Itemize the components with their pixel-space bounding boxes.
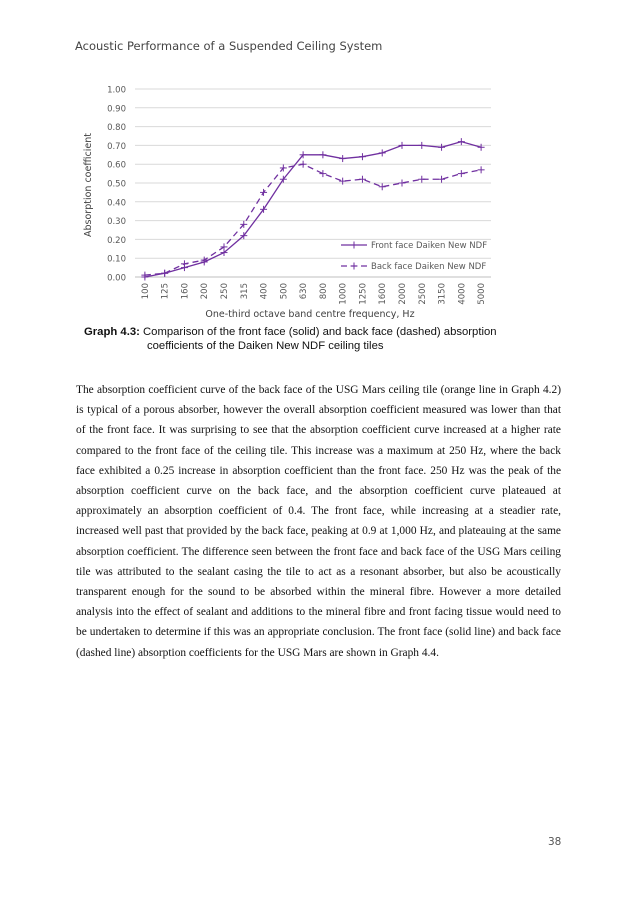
data-point bbox=[418, 142, 425, 149]
data-point bbox=[438, 176, 445, 183]
data-point bbox=[300, 161, 307, 168]
caption-text-line1: Comparison of the front face (solid) and back face (dashed) absorption bbox=[143, 326, 497, 338]
y-tick-label: 0.70 bbox=[107, 141, 126, 152]
y-axis-label: Absorption coefficient bbox=[83, 133, 94, 237]
data-point bbox=[339, 178, 346, 185]
legend-entry bbox=[341, 262, 486, 272]
x-tick-label: 1000 bbox=[338, 283, 349, 305]
data-point bbox=[359, 176, 366, 183]
x-tick-label: 1250 bbox=[358, 283, 369, 305]
x-tick-label: 400 bbox=[259, 283, 270, 300]
data-point bbox=[438, 144, 445, 151]
caption-label: Graph 4.3: bbox=[84, 326, 140, 338]
data-point bbox=[399, 180, 406, 187]
data-point bbox=[221, 243, 228, 250]
caption-text-line2: coefficients of the Daiken New NDF ceiling tiles bbox=[147, 340, 384, 352]
figure-caption bbox=[84, 325, 544, 353]
data-point bbox=[161, 270, 168, 277]
x-tick-label: 125 bbox=[160, 283, 171, 300]
x-tick-label: 100 bbox=[140, 283, 151, 300]
data-point bbox=[379, 149, 386, 156]
y-tick-label: 0.80 bbox=[107, 123, 126, 134]
chart-series bbox=[141, 138, 487, 280]
legend-entry bbox=[341, 241, 487, 251]
y-tick-label: 0.60 bbox=[107, 160, 126, 171]
data-point bbox=[478, 144, 485, 151]
x-tick-label: 1600 bbox=[378, 283, 389, 305]
data-point bbox=[379, 183, 386, 190]
y-tick-label: 1.00 bbox=[107, 85, 126, 96]
data-point bbox=[359, 153, 366, 160]
x-tick-label: 2000 bbox=[398, 283, 408, 305]
body-paragraph: The absorption coefficient curve of the back face of the USG Mars ceiling tile (orange line in Graph 4.2) is typical of a porous absorber, however the overall absorption coefficient measured was lower than that of the front face. It was surprising to see that the absorption coefficient curve increased at a higher rate compared to the front face of the ceiling tile. This increase was a maximum at 250 Hz, where the back face exhibited a 0.25 increase in absorption coefficient than the front face. 250 Hz was the peak of the absorption coefficient curve on the back face, and the absorption coefficient curve plateaued at approximately an absorption coefficient of 0.4. The front face, while increasing at a steadier rate, increased well past that provided by the back face, peaking at 0.9 at 1,000 Hz, and plateauing at the same absorption coefficient. The difference seen between the front face and back face of the USG Mars ceiling tile was attributed to the sealant casing the tile to act as a resonant absorber, but also be acoustically transparent enough for the sound to be absorbed within the mineral fibre. However a more detailed analysis into the effect of sealant and additions to the mineral fibre and front facing tissue would need to be undertaken to determine if this was an appropriate conclusion. The front face (solid line) and back face (dashed line) absorption coefficients for the USG Mars are shown in Graph 4.4. bbox=[76, 384, 561, 659]
page-number: 38 bbox=[548, 836, 562, 848]
x-tick-label: 630 bbox=[299, 283, 310, 300]
y-tick-label: 0.40 bbox=[107, 198, 126, 209]
y-tick-label: 0.90 bbox=[107, 104, 126, 115]
data-point bbox=[141, 272, 148, 279]
y-tick-label: 0.20 bbox=[107, 235, 126, 246]
running-header: Acoustic Performance of a Suspended Ceiling System bbox=[75, 39, 383, 53]
y-tick-label: 0.10 bbox=[107, 254, 126, 265]
x-tick-label: 200 bbox=[200, 283, 211, 300]
x-tick-label: 2500 bbox=[417, 283, 428, 305]
y-axis-ticks bbox=[107, 86, 126, 284]
x-tick-label: 5000 bbox=[477, 283, 488, 305]
data-point bbox=[458, 138, 465, 145]
x-tick-label: 315 bbox=[239, 283, 250, 300]
y-tick-label: 0.30 bbox=[107, 217, 126, 228]
legend-label: Back face Daiken New NDF bbox=[371, 262, 487, 273]
legend-label: Front face Daiken New NDF bbox=[371, 241, 488, 252]
y-tick-label: 0.00 bbox=[107, 273, 126, 284]
data-point bbox=[418, 176, 425, 183]
x-tick-label: 500 bbox=[279, 283, 290, 300]
x-tick-label: 3150 bbox=[437, 283, 448, 305]
y-tick-label: 0.50 bbox=[107, 179, 126, 190]
data-point bbox=[458, 170, 465, 177]
x-tick-label: 250 bbox=[220, 283, 230, 300]
series-line-front-face bbox=[145, 142, 481, 277]
x-tick-label: 800 bbox=[318, 283, 329, 300]
data-point bbox=[319, 151, 326, 158]
data-point bbox=[399, 142, 406, 149]
data-point bbox=[339, 155, 346, 162]
x-tick-label: 4000 bbox=[457, 283, 468, 305]
data-point bbox=[260, 189, 267, 196]
x-axis-label: One-third octave band centre frequency, Hz bbox=[205, 309, 415, 320]
data-point bbox=[478, 166, 485, 173]
x-axis-ticks bbox=[141, 283, 487, 305]
absorption-chart bbox=[0, 0, 638, 325]
chart-legend bbox=[341, 241, 487, 272]
x-tick-label: 160 bbox=[180, 283, 191, 300]
data-point bbox=[319, 170, 326, 177]
